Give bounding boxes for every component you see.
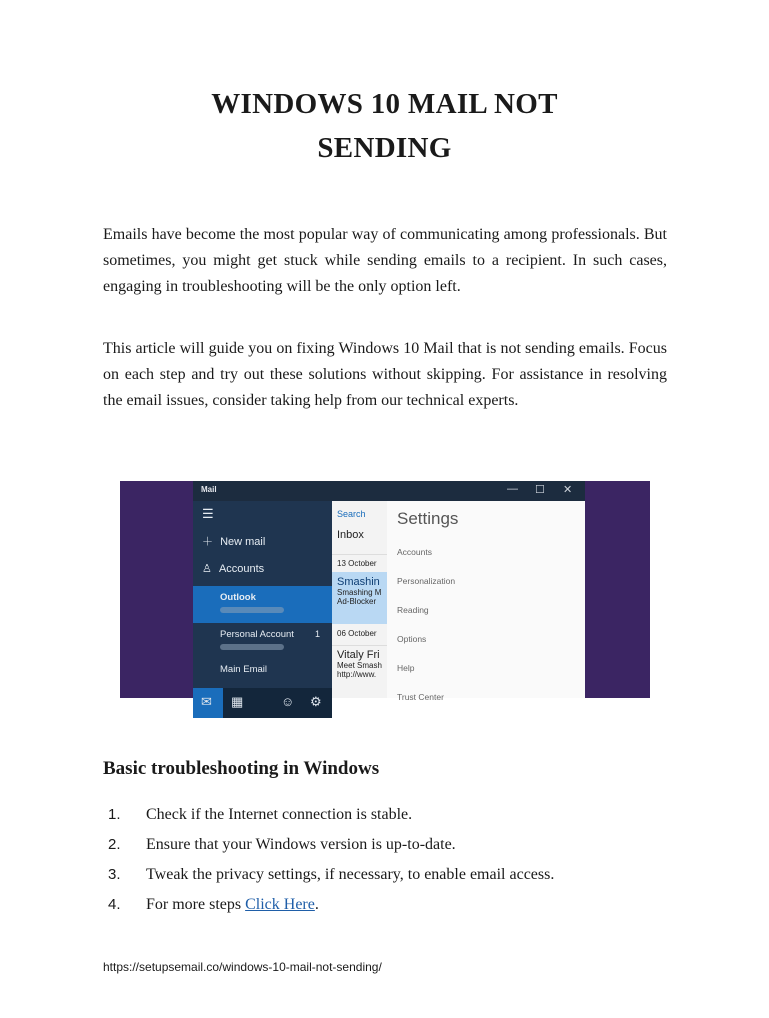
unread-count: 1: [315, 629, 321, 639]
account-name: Outlook: [220, 592, 256, 603]
message-sender: Vitaly Fri: [337, 649, 380, 661]
intro-paragraph: Emails have become the most popular way of communicating among professionals. But sometimes, you might get stuck while sending emails to a recipient. In such cases, engaging in troubleshooting will be the only option left.: [103, 226, 667, 295]
account-name: Personal Account: [220, 629, 294, 640]
settings-option: Personalization: [397, 576, 456, 586]
message-sender: Smashin: [337, 576, 380, 588]
section-heading: Basic troubleshooting in Windows: [103, 758, 380, 779]
mail-app-screenshot: [120, 481, 650, 709]
step-number: 2.: [108, 836, 121, 853]
account-personal: [193, 623, 332, 660]
settings-option: Options: [397, 634, 427, 644]
message-list: [332, 501, 388, 698]
date-header: 06 October: [332, 629, 387, 646]
message-preview-line: http://www.: [337, 670, 377, 679]
account-email-blur: [220, 607, 284, 613]
nav-bottom-bar: [193, 688, 332, 718]
calendar-icon: ▦: [231, 694, 244, 709]
close-icon: ✕: [563, 484, 573, 496]
date-header: 13 October: [337, 559, 377, 568]
step-suffix: .: [314, 896, 319, 913]
maximize-icon: ☐: [535, 484, 545, 496]
account-name: Main Email: [220, 664, 267, 675]
click-here-link[interactable]: Click Here: [245, 896, 315, 913]
page-title-line-2: SENDING: [317, 132, 452, 164]
step-text: Check if the Internet connection is stable.: [146, 806, 413, 823]
gear-icon: ⚙: [310, 694, 322, 709]
message-item: [332, 649, 387, 694]
inbox-label: Inbox: [332, 529, 387, 555]
window-titlebar: [193, 481, 585, 501]
step-text: For more steps: [146, 896, 246, 913]
smiley-icon: ☺: [281, 694, 295, 709]
settings-option: Accounts: [397, 547, 432, 557]
hamburger-icon: ☰: [202, 506, 214, 521]
account-email-blur: [220, 644, 284, 650]
message-selected: [332, 572, 387, 624]
step-number: 3.: [108, 866, 121, 883]
guide-paragraph: This article will guide you on fixing Windows 10 Mail that is not sending emails. Focus on each step and try out these solutions without skipping. For assistance in resolving the email issues, consider taking help from our technical experts.: [103, 340, 667, 409]
account-outlook: [193, 586, 332, 623]
settings-pane: [387, 501, 585, 702]
app-title: Mail: [201, 485, 217, 494]
message-preview-line: Smashing M: [337, 588, 382, 597]
settings-option: Reading: [397, 605, 429, 615]
plus-icon: ＋: [202, 536, 213, 548]
message-preview-line: Meet Smash: [337, 661, 382, 670]
settings-option: Trust Center: [397, 692, 444, 702]
mail-window: [193, 481, 585, 709]
footer-url: https://setupsemail.co/windows-10-mail-not-sending/: [103, 960, 382, 974]
accounts-label: Accounts: [218, 563, 265, 575]
step-text: Tweak the privacy settings, if necessary, to enable email access.: [146, 866, 555, 883]
new-mail-label: New mail: [220, 536, 266, 548]
page-title: [0, 82, 769, 170]
mail-icon: ✉: [201, 694, 212, 709]
step-number: 1.: [108, 806, 121, 823]
new-mail-item: [202, 533, 265, 549]
settings-option: Help: [397, 663, 415, 673]
person-icon: ♙: [202, 563, 212, 575]
settings-heading: Settings: [397, 509, 459, 528]
step-number: 4.: [108, 896, 121, 913]
step-text: Ensure that your Windows version is up-to-date.: [146, 836, 456, 853]
message-preview-line: Ad-Blocker: [337, 597, 377, 606]
minimize-icon: —: [507, 483, 518, 495]
step-text-wrap: [146, 893, 319, 917]
page-title-line-1: WINDOWS 10 MAIL NOT: [211, 88, 558, 120]
search-box: Search: [337, 509, 366, 519]
accounts-item: [202, 562, 264, 575]
mail-nav-pane: [193, 501, 332, 709]
